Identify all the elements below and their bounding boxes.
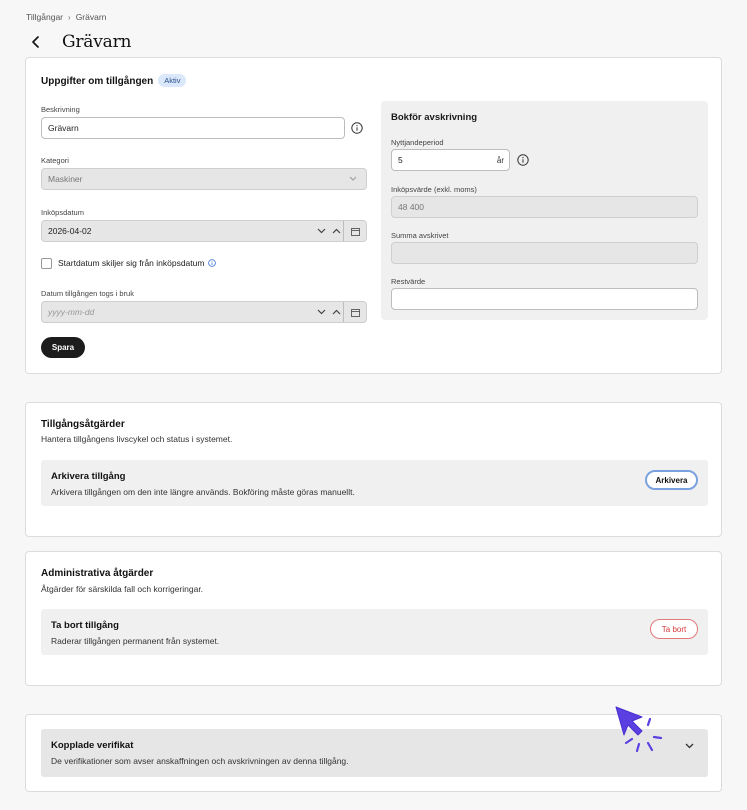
archive-description: Arkivera tillgången om den inte längre används. Bokföring måste göras manuellt. [51, 487, 355, 497]
asset-details-title: Uppgifter om tillgången [41, 76, 154, 87]
residual-value-label: Restvärde [391, 277, 426, 286]
date-stepper [317, 221, 341, 241]
status-badge: Aktiv [158, 74, 186, 87]
asset-details-card [25, 57, 722, 374]
info-icon[interactable] [351, 122, 363, 134]
depreciation-heading: Bokför avskrivning [391, 112, 478, 123]
breadcrumb-current: Grävarn [75, 12, 107, 22]
breadcrumb [26, 12, 106, 22]
page-header [26, 30, 131, 54]
useful-life-label: Nyttjandeperiod [391, 138, 444, 147]
chevron-down-icon [349, 176, 357, 182]
purchase-value-label: Inköpsvärde (exkl. moms) [391, 185, 477, 194]
chevron-down-icon[interactable] [317, 309, 326, 315]
useful-life-value: 5 [398, 155, 403, 165]
delete-button[interactable]: Ta bort [650, 619, 698, 639]
calendar-button[interactable] [343, 221, 366, 241]
linked-vouchers-description: De verifikationer som avser anskaffningen och avskrivningen av denna tillgång. [51, 756, 349, 766]
asset-actions-heading: Tillgångsåtgärder [41, 419, 125, 430]
category-label: Kategori [41, 156, 69, 165]
description-input[interactable] [41, 117, 345, 139]
category-select [41, 168, 367, 190]
purchase-date-input[interactable] [41, 220, 367, 242]
info-icon[interactable] [517, 154, 529, 166]
category-value: Maskiner [48, 174, 83, 184]
asset-details-heading [41, 74, 186, 87]
description-label: Beskrivning [41, 105, 80, 114]
expand-button[interactable] [682, 739, 696, 753]
delete-title: Ta bort tillgång [51, 620, 119, 631]
delete-description: Raderar tillgången permanent från systemet. [51, 636, 220, 646]
linked-vouchers-accordion[interactable] [41, 729, 708, 777]
date-stepper [317, 302, 341, 322]
residual-value-input[interactable] [391, 288, 698, 310]
calendar-button[interactable] [343, 302, 366, 322]
depreciation-panel [381, 101, 708, 320]
page-title: Grävarn [62, 32, 132, 52]
admin-actions-heading: Administrativa åtgärder [41, 568, 154, 579]
useful-life-input[interactable] [391, 149, 510, 171]
linked-vouchers-title: Kopplade verifikat [51, 740, 134, 751]
asset-actions-card [25, 402, 722, 537]
back-button[interactable] [26, 32, 46, 52]
start-date-checkbox[interactable] [41, 258, 52, 269]
breadcrumb-link-assets[interactable]: Tillgångar [26, 12, 64, 22]
chevron-up-icon[interactable] [332, 228, 341, 234]
info-icon[interactable] [208, 259, 216, 267]
delete-section [41, 609, 708, 655]
description-value: Grävarn [48, 123, 79, 133]
start-date-checkbox-label: Startdatum skiljer sig från inköpsdatum [58, 258, 205, 268]
in-use-date-input[interactable] [41, 301, 367, 323]
in-use-date-label: Datum tillgången togs i bruk [41, 289, 134, 298]
chevron-down-icon [685, 743, 694, 749]
calendar-icon [351, 308, 360, 317]
back-arrow-icon [31, 36, 41, 48]
click-cursor-icon [612, 703, 664, 755]
chevron-up-icon[interactable] [332, 309, 341, 315]
archive-button[interactable]: Arkivera [645, 470, 698, 490]
archive-title: Arkivera tillgång [51, 471, 126, 482]
chevron-down-icon[interactable] [317, 228, 326, 234]
admin-actions-description: Åtgärder för särskilda fall och korrigeringar. [41, 584, 204, 594]
start-date-checkbox-row [58, 258, 216, 268]
sum-depreciated-input [391, 242, 698, 264]
archive-section [41, 460, 708, 506]
calendar-icon [351, 227, 360, 236]
in-use-date-placeholder: yyyy-mm-dd [48, 307, 95, 317]
purchase-date-value: 2026-04-02 [48, 226, 92, 236]
admin-actions-card [25, 551, 722, 686]
purchase-date-label: Inköpsdatum [41, 208, 84, 217]
save-button[interactable]: Spara [41, 337, 85, 358]
breadcrumb-separator: › [68, 12, 71, 22]
asset-actions-description: Hantera tillgångens livscykel och status i systemet. [41, 434, 233, 444]
sum-depreciated-label: Summa avskrivet [391, 231, 449, 240]
useful-life-unit: år [496, 155, 504, 165]
purchase-value-input [391, 196, 698, 218]
purchase-value: 48 400 [398, 202, 424, 212]
